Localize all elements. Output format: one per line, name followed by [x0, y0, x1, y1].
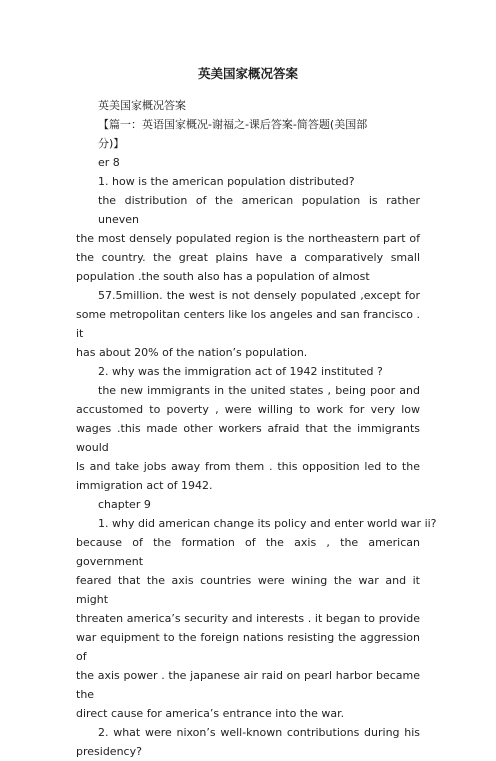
answer-3-line: threaten america’s security and interests . it began to provide — [76, 612, 420, 625]
chapter-8-heading: er 8 — [98, 156, 120, 169]
answer-1-line: some metropolitan centers like los angeles and san francisco . it — [76, 308, 420, 340]
question-4-line: 2. what were nixon’s well-known contributions during his — [98, 726, 420, 739]
section-heading-line-2: 分)】 — [98, 137, 125, 150]
chapter-9-heading: chapter 9 — [98, 498, 151, 511]
answer-1-line: 57.5million. the west is not densely populated ,except for — [98, 289, 420, 302]
answer-1-line: the country. the great plains have a comparatively small — [76, 251, 420, 264]
answer-3-line: the axis power . the japanese air raid on pearl harbor became the — [76, 669, 420, 701]
answer-2-line: ls and take jobs away from them . this opposition led to the — [76, 460, 420, 473]
answer-2-line: accustomed to poverty , were willing to work for very low — [76, 403, 420, 416]
doc-subtitle: 英美国家概况答案 — [98, 99, 186, 112]
answer-1-line: population .the south also has a population of almost — [76, 270, 370, 283]
answer-2-line: immigration act of 1942. — [76, 479, 213, 492]
answer-3-line: feared that the axis countries were wining the war and it might — [76, 574, 420, 606]
answer-1-line: has about 20% of the nation’s population. — [76, 346, 308, 359]
answer-2-line: wages .this made other workers afraid that the immigrants would — [76, 422, 420, 454]
answer-3-line: direct cause for america’s entrance into the war. — [76, 707, 345, 720]
answer-3-line: war equipment to the foreign nations resisting the aggression of — [76, 631, 420, 663]
answer-1-line: the distribution of the american population is rather uneven — [98, 194, 420, 226]
question-4-line: presidency? — [76, 745, 142, 758]
answer-2-line: the new immigrants in the united states , being poor and — [98, 384, 420, 397]
section-heading-line-1: 【篇一：英语国家概况-谢福之-课后答案-简答题(美国部 — [98, 118, 368, 131]
question-2: 2. why was the immigration act of 1942 instituted ? — [98, 365, 383, 378]
answer-1-line: the most densely populated region is the northeastern part of — [76, 232, 420, 245]
question-3: 1. why did american change its policy and enter world war ii? — [98, 517, 437, 530]
answer-3-line: because of the formation of the axis , the american government — [76, 536, 420, 568]
page-title: 英美国家概况答案 — [197, 66, 298, 81]
question-1: 1. how is the american population distributed? — [98, 175, 355, 188]
document-body — [76, 96, 437, 761]
